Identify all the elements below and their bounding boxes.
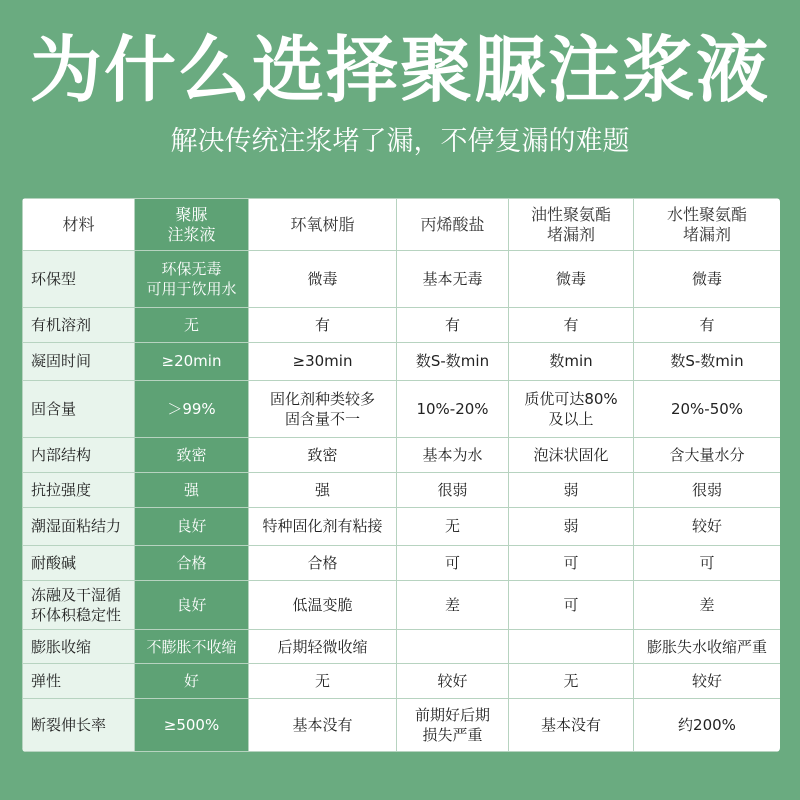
table-row	[23, 546, 781, 581]
table-cell-highlight: ≥20min	[135, 342, 249, 381]
table-cell: 有	[249, 308, 397, 343]
table-cell: ≥30min	[249, 342, 397, 381]
row-label: 弹性	[23, 664, 135, 699]
table-cell: 较好	[397, 664, 509, 699]
table-cell-highlight: 良好	[135, 580, 249, 629]
header-water-pu: 水性聚氨酯 堵漏剂	[634, 199, 781, 251]
table-cell: 差	[634, 580, 781, 629]
comparison-table	[22, 198, 780, 752]
row-label: 凝固时间	[23, 342, 135, 381]
table-row	[23, 629, 781, 664]
table-cell: 固化剂种类较多 固含量不一	[249, 381, 397, 438]
table-cell-highlight: 好	[135, 664, 249, 699]
table-row	[23, 342, 781, 381]
table-cell: 致密	[249, 438, 397, 473]
table-cell: 基本无毒	[397, 251, 509, 308]
table-cell-highlight: 强	[135, 472, 249, 507]
row-label: 断裂伸长率	[23, 698, 135, 751]
table-cell: 可	[397, 546, 509, 581]
table-cell: 数S-数min	[397, 342, 509, 381]
table-cell-highlight: 无	[135, 308, 249, 343]
table-cell: 较好	[634, 664, 781, 699]
table-row	[23, 698, 781, 751]
table-cell: 微毒	[634, 251, 781, 308]
table-cell	[397, 629, 509, 664]
row-label: 冻融及干湿循 环体积稳定性	[23, 580, 135, 629]
table-cell: 数min	[509, 342, 634, 381]
table-cell: 无	[509, 664, 634, 699]
header-oil-pu: 油性聚氨酯 堵漏剂	[509, 199, 634, 251]
table-row	[23, 251, 781, 308]
table-header-row	[23, 199, 781, 251]
table-cell: 泡沫状固化	[509, 438, 634, 473]
table-cell: 较好	[634, 507, 781, 546]
table-cell: 差	[397, 580, 509, 629]
table-cell: 含大量水分	[634, 438, 781, 473]
table-cell: 可	[509, 580, 634, 629]
table-row	[23, 308, 781, 343]
table-cell-highlight: 良好	[135, 507, 249, 546]
table-cell: 有	[397, 308, 509, 343]
header-polyurea: 聚脲 注浆液	[135, 199, 249, 251]
table-cell-highlight: ＞99%	[135, 381, 249, 438]
table-cell: 可	[509, 546, 634, 581]
table-cell: 20%-50%	[634, 381, 781, 438]
table-cell	[509, 629, 634, 664]
table-cell-highlight: 致密	[135, 438, 249, 473]
table-cell: 后期轻微收缩	[249, 629, 397, 664]
table-row	[23, 580, 781, 629]
table-cell: 膨胀失水收缩严重	[634, 629, 781, 664]
table-row	[23, 664, 781, 699]
table-row	[23, 472, 781, 507]
page-title: 为什么选择聚脲注浆液	[29, 28, 770, 112]
table-cell: 可	[634, 546, 781, 581]
table-cell: 无	[249, 664, 397, 699]
header-material: 材料	[23, 199, 135, 251]
table-row	[23, 381, 781, 438]
table-cell: 很弱	[634, 472, 781, 507]
table-cell-highlight: 合格	[135, 546, 249, 581]
table-cell: 特种固化剂有粘接	[249, 507, 397, 546]
table-cell: 基本没有	[509, 698, 634, 751]
header-acrylate: 丙烯酸盐	[397, 199, 509, 251]
row-label: 有机溶剂	[23, 308, 135, 343]
table-cell-highlight: ≥500%	[135, 698, 249, 751]
table-cell: 强	[249, 472, 397, 507]
header-epoxy: 环氧树脂	[249, 199, 397, 251]
comparison-table-panel	[22, 198, 780, 752]
table-cell: 有	[509, 308, 634, 343]
table-cell: 无	[397, 507, 509, 546]
table-cell: 微毒	[249, 251, 397, 308]
table-cell: 弱	[509, 472, 634, 507]
row-label: 膨胀收缩	[23, 629, 135, 664]
table-cell: 前期好后期 损失严重	[397, 698, 509, 751]
table-cell-highlight: 不膨胀不收缩	[135, 629, 249, 664]
table-cell: 微毒	[509, 251, 634, 308]
table-cell: 合格	[249, 546, 397, 581]
table-cell: 10%-20%	[397, 381, 509, 438]
table-row	[23, 507, 781, 546]
row-label: 内部结构	[23, 438, 135, 473]
table-cell: 约200%	[634, 698, 781, 751]
table-cell-highlight: 环保无毒 可用于饮用水	[135, 251, 249, 308]
table-cell: 数S-数min	[634, 342, 781, 381]
page-subtitle: 解决传统注浆堵了漏，不停复漏的难题	[170, 126, 630, 157]
table-row	[23, 438, 781, 473]
row-label: 抗拉强度	[23, 472, 135, 507]
table-cell: 低温变脆	[249, 580, 397, 629]
table-cell: 有	[634, 308, 781, 343]
row-label: 潮湿面粘结力	[23, 507, 135, 546]
table-cell: 质优可达80% 及以上	[509, 381, 634, 438]
table-cell: 基本为水	[397, 438, 509, 473]
table-cell: 基本没有	[249, 698, 397, 751]
row-label: 固含量	[23, 381, 135, 438]
table-cell: 弱	[509, 507, 634, 546]
table-cell: 很弱	[397, 472, 509, 507]
row-label: 环保型	[23, 251, 135, 308]
row-label: 耐酸碱	[23, 546, 135, 581]
